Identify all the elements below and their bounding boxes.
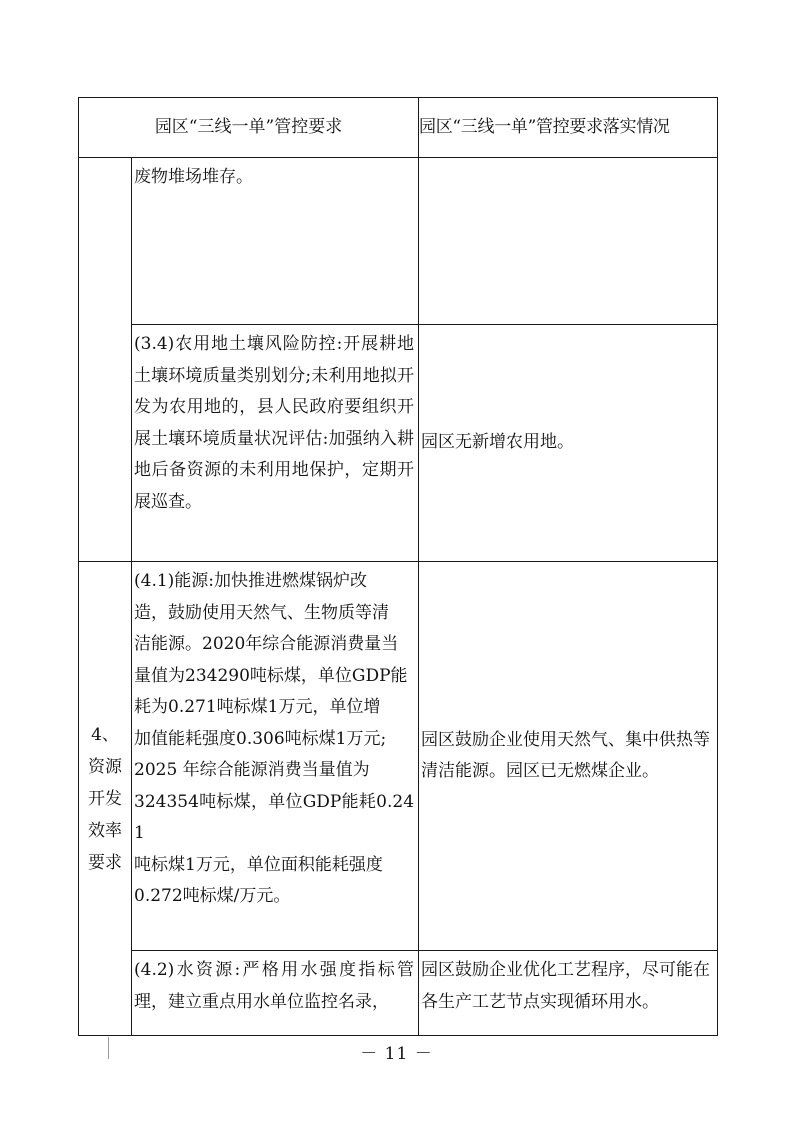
header-implementation: 园区“三线一单”管控要求落实情况	[419, 98, 718, 158]
table-header-row	[79, 98, 718, 158]
table-row	[79, 325, 718, 562]
table-row	[79, 951, 718, 1036]
requirement-line: 造，鼓励使用天然气、生物质等清	[134, 602, 389, 623]
table-row	[79, 562, 718, 951]
implementation-cell: 园区鼓励企业使用天然气、集中供热等清洁能源。园区已无燃煤企业。	[419, 562, 718, 951]
requirement-cell: 废物堆场堆存。	[132, 158, 419, 325]
requirement-cell	[132, 562, 419, 951]
requirement-line: 324354吨标煤，单位GDP能耗0.241	[134, 791, 415, 843]
requirement-line: 洁能源。2020年综合能源消费量当	[134, 634, 399, 654]
implementation-cell: 园区鼓励企业优化工艺程序，尽可能在各生产工艺节点实现循环用水。	[419, 951, 718, 1036]
header-requirement: 园区“三线一单”管控要求	[79, 98, 419, 158]
requirement-line: 量值为234290吨标煤，单位GDP能	[134, 665, 408, 686]
requirement-line: (4.1)能源:加快推进燃煤锅炉改	[134, 571, 368, 591]
category-cell: 4、资源开发效率要求	[79, 562, 132, 1036]
requirement-line: 加值能耗强度0.306吨标煤1万元;	[134, 728, 387, 749]
requirement-line: 耗为0.271吨标煤1万元，单位增	[134, 697, 381, 717]
implementation-cell	[419, 158, 718, 325]
requirement-cell: (3.4)农用地土壤风险防控:开展耕地土壤环境质量类别划分;未利用地拟开发为农用地的，县人民政府要组织开展土壤环境质量状况评估:加强纳入耕地后备资源的未利用地保护，定期开展巡查。	[132, 325, 419, 562]
implementation-cell: 园区无新增农用地。	[419, 325, 718, 562]
requirement-line: 0.272吨标煤/万元。	[134, 886, 291, 906]
category-cell-empty	[79, 158, 132, 562]
requirement-line: 吨标煤1万元，单位面积能耗强度	[134, 854, 383, 875]
requirement-cell: (4.2)水资源:严格用水强度指标管理，建立重点用水单位监控名录，	[132, 951, 419, 1036]
table-row	[79, 158, 718, 325]
control-requirements-table	[78, 97, 718, 1036]
requirement-line: 2025 年综合能源消费当量值为	[134, 760, 370, 780]
page-number: － 11 －	[360, 1044, 433, 1064]
